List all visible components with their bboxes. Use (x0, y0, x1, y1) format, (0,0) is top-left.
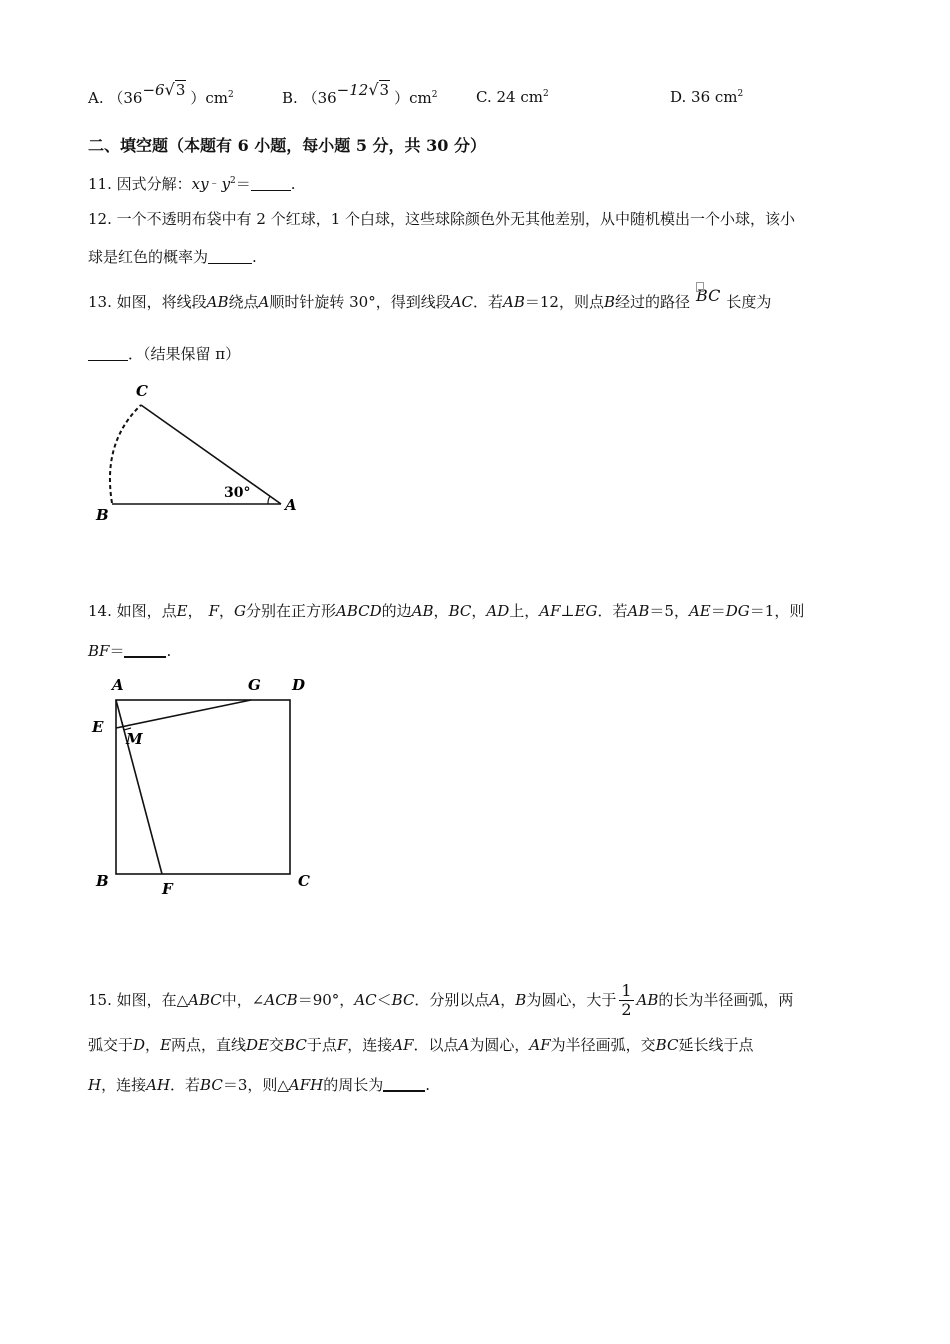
q14-label-e: E (92, 718, 104, 736)
q14-label-c: C (298, 872, 310, 890)
q15-l2-p1: 弧交于 (88, 1036, 134, 1054)
option-d (670, 90, 743, 105)
q14-ab2: AB (627, 602, 650, 620)
question-13-line1 (88, 286, 772, 311)
q13-ab: AB (206, 293, 229, 311)
q15-p3: ＝90°， (297, 990, 355, 1009)
q12-answer-blank[interactable] (208, 249, 252, 264)
q15-f: F (336, 1036, 348, 1054)
q15-afh: AFH (288, 1076, 324, 1094)
option-b-sqrt: √3 (368, 80, 390, 99)
q15-l3-p4: 的周长为 (323, 1076, 384, 1094)
q14-p11: ＝5， (649, 602, 689, 620)
q15-ac: AC (354, 990, 377, 1009)
q15-l3-p2: ．若 (170, 1076, 201, 1094)
option-a-unit-exp: 2 (227, 90, 234, 100)
q14-bc: BC (448, 602, 472, 620)
q15-h: H (88, 1076, 102, 1094)
q13-label-a: A (285, 496, 297, 514)
q13-figure (88, 376, 318, 526)
q13-p1: 13. 如图，将线段 (88, 293, 207, 311)
question-15-line2 (88, 1038, 753, 1053)
q11-expr-b: ﹣ (208, 176, 220, 189)
q13-answer-blank[interactable] (88, 346, 128, 361)
q14-p1: 14. 如图，点 (88, 602, 177, 620)
q14-e: E (176, 602, 188, 620)
option-c-unit-exp: 2 (542, 89, 549, 99)
q14-p8: 上， (509, 602, 540, 620)
q15-ab: AB (636, 990, 659, 1009)
q15-b: B (515, 990, 527, 1009)
option-b-radical (337, 81, 390, 99)
q11-prefix: 11. 因式分解： (88, 175, 192, 193)
question-12-line1: 12. 一个不透明布袋中有 2 个红球，1 个白球，这些球除颜色外无其他差别，从中随机模出一个小球，该小 (88, 210, 796, 228)
question-15-line1 (88, 980, 793, 1020)
option-c (476, 90, 549, 105)
q14-label-m: M (126, 730, 143, 748)
option-b (282, 80, 438, 107)
question-12-line2 (88, 249, 257, 265)
option-a (88, 80, 234, 107)
q14-p3: ， (219, 602, 235, 620)
q14-figure (88, 672, 328, 902)
q15-l2-p2: ， (145, 1036, 161, 1054)
q14-end: . (166, 642, 172, 660)
q14-label-a: A (112, 676, 124, 694)
q12-end: . (252, 248, 257, 266)
q15-p4: ＜ (376, 990, 392, 1009)
option-d-unit-exp: 2 (737, 89, 744, 99)
q14-p9: ⊥ (560, 602, 575, 620)
q11-exp: 2 (230, 176, 236, 186)
q15-p2: 中，∠ (221, 990, 265, 1009)
question-11 (88, 176, 296, 192)
q14-p13: ＝1，则 (749, 602, 805, 620)
option-b-unit-exp: 2 (431, 90, 438, 100)
q15-end: . (425, 1076, 431, 1094)
q15-l2-p10: 延长线于点 (678, 1036, 754, 1054)
q15-acb: ACB (264, 990, 298, 1009)
option-a-label: A. (88, 89, 104, 107)
q14-p10: ．若 (597, 602, 628, 620)
q14-segment-eg (116, 700, 251, 728)
q15-fraction-half (619, 982, 633, 1019)
q15-bc4: BC (200, 1076, 223, 1094)
q11-end: . (290, 175, 296, 193)
option-a-open: （36 (108, 89, 143, 107)
q13-p2: 绕点 (228, 293, 259, 311)
q14-p5: 的边 (381, 602, 412, 620)
question-13-line2 (88, 346, 240, 362)
option-a-root: 3 (175, 81, 186, 99)
q13-a: A (258, 293, 270, 311)
q15-a: A (489, 990, 501, 1009)
q15-l2-p5: 于点 (306, 1036, 337, 1054)
q15-frac-den: 2 (621, 999, 632, 1019)
q15-af: AF (392, 1036, 414, 1054)
q13-b: B (603, 293, 616, 311)
q13-ab2: AB (503, 293, 525, 311)
q15-l2-p6: ，连接 (347, 1036, 393, 1054)
q15-l2-p4: 交 (269, 1036, 285, 1054)
q14-ad: AD (486, 602, 510, 620)
question-15-line3 (88, 1076, 430, 1093)
q15-answer-blank[interactable] (383, 1076, 425, 1092)
q14-p4: 分别在正方形 (246, 602, 337, 620)
q14-label-b: B (96, 872, 109, 890)
q14-eg: EG (574, 602, 598, 620)
q13-line2-end: ．（结果保留 π） (128, 345, 241, 363)
option-d-text: D. 36 cm (670, 88, 738, 106)
q14-g: G (234, 602, 247, 620)
q14-label-f: F (162, 880, 173, 898)
q14-f: F (208, 602, 220, 620)
q11-expr-a: xy (191, 175, 209, 193)
option-a-close: ）cm (190, 89, 228, 107)
q14-ae: AE (688, 602, 711, 620)
q13-arc-bc: BC (696, 286, 721, 305)
option-a-radical (142, 81, 186, 99)
q11-answer-blank[interactable] (251, 176, 291, 191)
q15-l2-p8: 为圆心， (469, 1036, 530, 1054)
q15-a2: A (458, 1036, 470, 1054)
q14-label-d: D (292, 676, 306, 694)
section-title: 二、填空题（本题有 6 小题，每小题 5 分，共 30 分） (88, 136, 486, 155)
q14-dg: DG (725, 602, 750, 620)
q14-square-abcd (116, 700, 290, 874)
q15-bc: BC (391, 990, 415, 1009)
q15-ah: AH (146, 1076, 171, 1094)
option-b-label: B. (282, 89, 298, 107)
q13-segment-ac (141, 405, 281, 504)
q15-abc: ABC (188, 990, 222, 1009)
q11-suffix: ＝ (235, 175, 251, 193)
q15-p1: 15. 如图，在△ (88, 990, 189, 1009)
q15-bc3: BC (655, 1036, 679, 1054)
q14-label-g: G (248, 676, 261, 694)
q15-de: DE (246, 1036, 270, 1054)
q11-expr-c: y (221, 175, 231, 193)
q13-p5: ＝12，则点 (524, 293, 604, 311)
q13-label-c: C (136, 382, 148, 400)
q14-answer-blank[interactable] (124, 642, 166, 658)
q15-l2-p3: 两点，直线 (171, 1036, 247, 1054)
q14-p7: ， (471, 602, 487, 620)
q15-frac-num: 1 (621, 980, 632, 1000)
q14-p6: ， (433, 602, 449, 620)
option-b-coef: −12 (336, 81, 369, 99)
option-a-coef: −6 (142, 81, 165, 99)
option-b-root: 3 (379, 81, 390, 99)
q15-l3-p3: ＝3，则△ (222, 1076, 289, 1094)
question-14-line1 (88, 604, 804, 619)
q13-p4: ．若 (473, 293, 504, 311)
q15-p8: 的长为半径画弧，两 (658, 990, 794, 1009)
q13-angle-label: 30° (224, 485, 251, 501)
q14-af: AF (539, 602, 561, 620)
q13-p6: 经过的路径 (615, 293, 691, 311)
q15-af2: AF (529, 1036, 551, 1054)
q15-l2-p9: 为半径画弧，交 (550, 1036, 656, 1054)
q15-l2-p7: ．以点 (413, 1036, 459, 1054)
q14-bf: BF (88, 642, 110, 660)
q15-p5: ．分别以点 (414, 990, 490, 1009)
q15-d: D (133, 1036, 146, 1054)
option-a-sqrt: √3 (164, 80, 186, 99)
q14-p12: ＝ (710, 602, 726, 620)
option-c-text: C. 24 cm (476, 88, 543, 106)
q14-p2: ， (187, 602, 203, 620)
option-b-close: ）cm (394, 89, 432, 107)
q13-label-b: B (96, 506, 109, 524)
q15-l3-p1: ，连接 (101, 1076, 147, 1094)
q13-angle-arc (268, 496, 270, 504)
question-14-line2 (88, 642, 171, 659)
q13-p3: 顺时针旋转 30°，得到线段 (269, 293, 451, 311)
q15-bc2: BC (284, 1036, 307, 1054)
q15-p7: 为圆心，大于 (526, 990, 617, 1009)
q14-ab: AB (411, 602, 434, 620)
q15-p6: ， (500, 990, 516, 1009)
q14-p14: ＝ (109, 642, 125, 660)
q15-e: E (160, 1036, 172, 1054)
q13-p7: 长度为 (726, 293, 772, 311)
option-b-open: （36 (302, 89, 337, 107)
q13-ac: AC (450, 293, 474, 311)
q12-line2-text: 球是红色的概率为 (88, 248, 209, 266)
q13-arc-bc-dashed (110, 405, 141, 503)
q14-abcd: ABCD (336, 602, 382, 620)
